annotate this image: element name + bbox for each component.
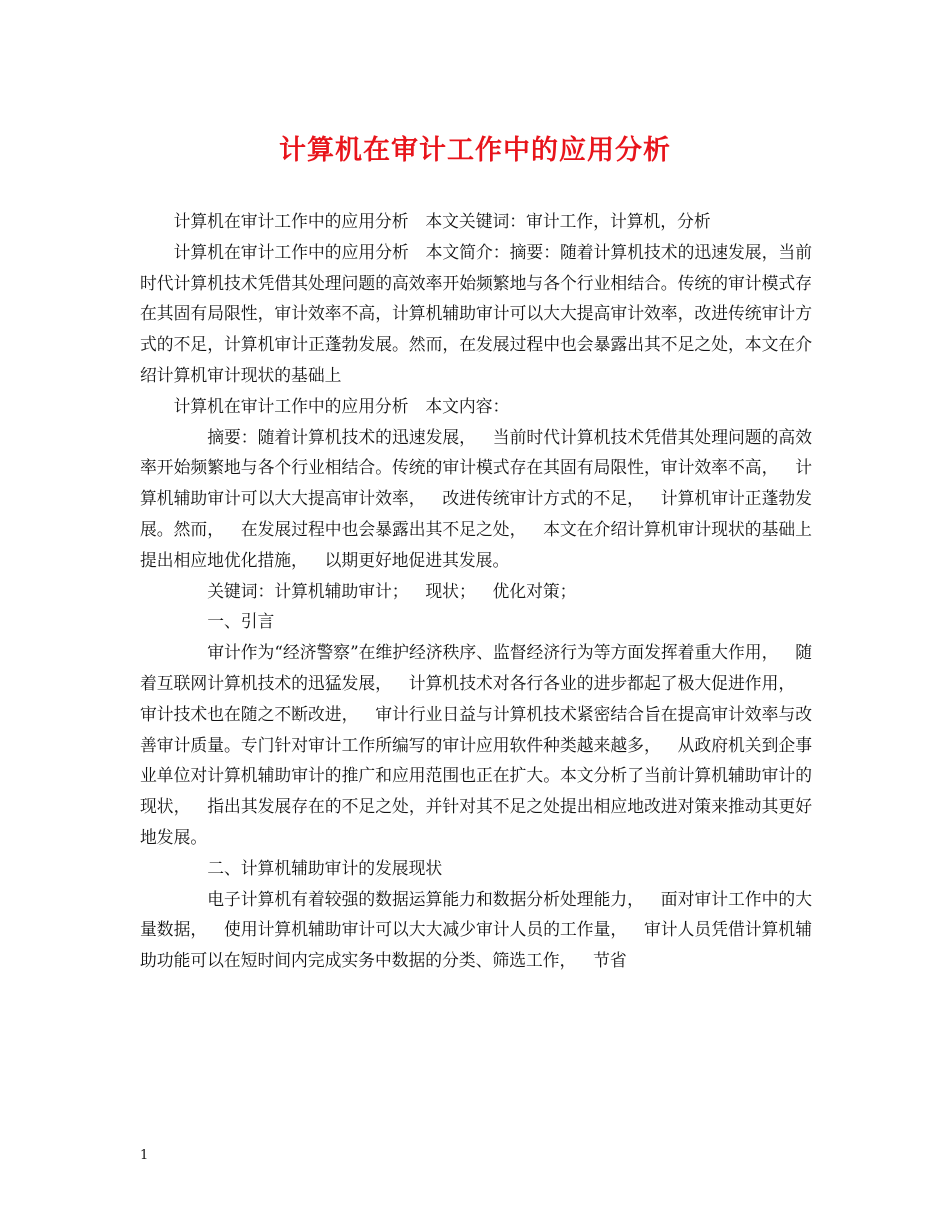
paragraph-text: 优化对策； xyxy=(492,580,577,601)
paragraph-text: 计算机在审计工作中的应用分析 xyxy=(173,395,409,416)
paragraph-text: 计算机技术对各行各业的进步都起了极大促进作用， xyxy=(408,672,796,693)
paragraph-text: 改进传统审计方式的不足， xyxy=(442,488,644,509)
paragraph-text: 计算机在审计工作中的应用分析 xyxy=(173,241,409,262)
paragraph-text: 二、计算机辅助审计的发展现状 xyxy=(207,857,443,878)
paragraph-text: 本文内容： xyxy=(425,395,510,416)
paragraph-text: 本文关键词：审计工作，计算机，分析 xyxy=(425,211,711,231)
paragraph-text: 使用计算机辅助审计可以大大减少审计人员的工作量， xyxy=(224,919,628,940)
paragraph-text: 现状； xyxy=(425,580,476,601)
paragraph-text: 本文简介：摘要：随着计算机技术的迅速发展，当前时代计算机技术凭借其处理问题的高效率开始频繁地与各个行业相结合。传统的审计模式存在其固有局限性，审计效率不高，计算机辅助审计可以大大提高审计效率，改进传统审计方式的不足，计算机审计正蓬勃发展。然而，在发展过程中也会暴露出其不足之处，本文在介绍计算机审计现状的基础上 xyxy=(140,241,812,385)
paragraph-text: 以期更好地促进其发展。 xyxy=(324,549,510,570)
paragraph-text: 指出其发展存在的不足之处，并针对其不足之处提出相应地改进对策来推动其更好地发展。 xyxy=(140,796,812,847)
paragraph-keywords xyxy=(140,576,812,607)
paragraph-intro-line xyxy=(140,237,812,391)
paragraph-content-line xyxy=(140,391,812,422)
paragraph-text: 从政府机关到企事业单位对计算机辅助审计的推广和应用范围也正在扩大。本文分析了当前计算机辅助审计的现状， xyxy=(140,734,812,817)
paragraph-keywords-line xyxy=(140,206,812,237)
paragraph-text: 本文在介绍计算机审计现状的基础上提出相应地优化措施， xyxy=(140,518,812,570)
paragraph-text: 节省 xyxy=(593,950,627,971)
paragraph-text: 一、引言 xyxy=(207,611,275,632)
paragraph-text: 审计行业日益与计算机技术紧密结合旨在提高审计效率与改善审计质量。专门针对审计工作所编写的审计应用软件种类越来越多， xyxy=(140,703,812,755)
paragraph-text: 审计技术也在随之不断改进， xyxy=(140,703,359,724)
paragraph-text: 计算机审计正蓬勃发展。然而， xyxy=(140,488,812,539)
paragraph-text: 随着互联网计算机技术的迅猛发展， xyxy=(140,642,812,693)
paragraph-text: 摘要：随着计算机技术的迅速发展， xyxy=(207,426,476,447)
paragraph-text: 在发展过程中也会暴露出其不足之处， xyxy=(240,518,527,539)
paragraph-section-1 xyxy=(140,637,812,853)
paragraph-heading-1 xyxy=(140,606,812,637)
paragraph-text: 审计人员凭借计算机辅助功能可以在短时间内完成实务中数据的分类、筛选工作， xyxy=(140,919,812,971)
page-number: 1 xyxy=(140,1148,149,1163)
document-title: 计算机在审计工作中的应用分析 xyxy=(279,135,671,166)
paragraph-text: 面对审计工作中的大量数据， xyxy=(140,888,812,940)
paragraph-text: 关键词：计算机辅助审计； xyxy=(207,580,409,601)
paragraph-text: 审计作为“经济警察”在维护经济秩序、监督经济行为等方面发挥着重大作用， xyxy=(207,642,779,663)
paragraph-abstract xyxy=(140,422,812,576)
paragraph-text: 计算机在审计工作中的应用分析 xyxy=(173,211,409,231)
paragraph-section-2 xyxy=(140,884,812,976)
paragraph-text: 电子计算机有着较强的数据运算能力和数据分析处理能力， xyxy=(207,888,644,909)
document-body xyxy=(140,206,812,976)
paragraph-text: 计算机辅助审计可以大大提高审计效率， xyxy=(140,457,812,509)
paragraph-heading-2 xyxy=(140,853,812,884)
paragraph-text: 当前时代计算机技术凭借其处理问题的高效率开始频繁地与各个行业相结合。传统的审计模式存在其固有局限性，审计效率不高， xyxy=(140,426,812,478)
